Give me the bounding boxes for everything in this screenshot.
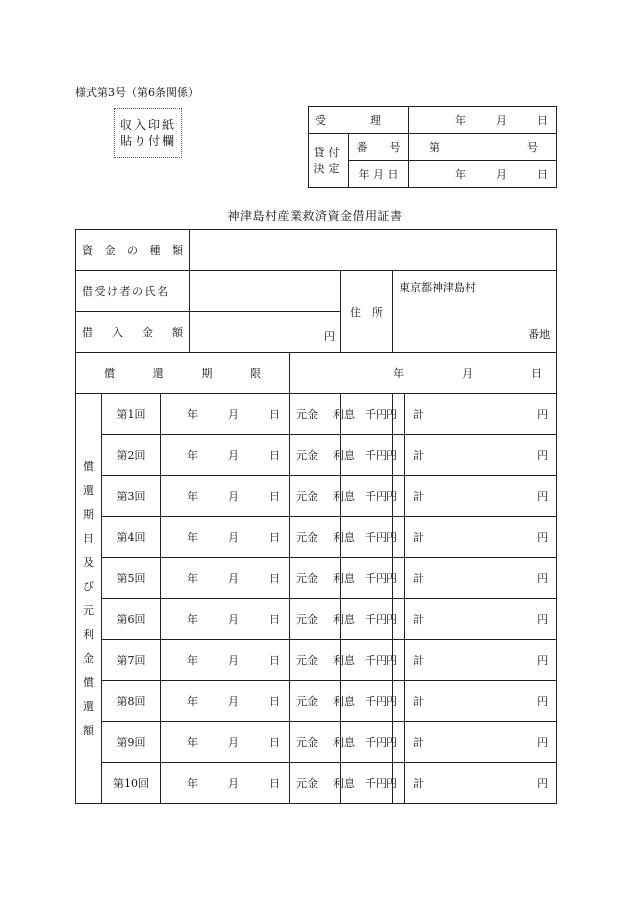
go-label: 号	[527, 141, 538, 154]
installment-label: 第10回	[102, 763, 161, 804]
installment-label: 第2回	[102, 435, 161, 476]
stamp-label-line1: 収入印紙	[119, 118, 176, 132]
total-label: 計	[413, 449, 425, 462]
deadline-char: 期	[201, 367, 213, 380]
deadline-char: 限	[250, 367, 262, 380]
month-label: 月	[228, 654, 240, 667]
schedule-row	[76, 558, 557, 599]
installment-date-field[interactable]	[161, 517, 290, 558]
schedule-row	[76, 435, 557, 476]
total-label: 計	[413, 531, 425, 544]
interest-cell[interactable]	[323, 681, 405, 721]
vertical-label-char: 償	[83, 675, 94, 689]
total-label: 計	[413, 654, 425, 667]
installment-date-field[interactable]	[161, 476, 290, 517]
installment-label: 第8回	[102, 681, 161, 722]
year-label: 年	[187, 613, 199, 626]
day-label: 日	[269, 777, 281, 790]
total-cell[interactable]	[405, 775, 556, 791]
installment-label: 第4回	[102, 517, 161, 558]
yen-label: 円	[537, 490, 549, 503]
yen-label: 円	[537, 777, 549, 790]
repayment-deadline-label-cell	[76, 353, 290, 394]
vertical-label-char: 還	[83, 483, 94, 497]
principal-label: 元金	[290, 476, 341, 517]
month-label: 月	[228, 572, 240, 585]
thousand-yen-label: 千円	[365, 613, 388, 626]
loan-decision-cell	[309, 134, 349, 188]
total-cell[interactable]	[405, 734, 556, 750]
installment-label: 第1回	[102, 394, 161, 435]
form-number-label: 様式第3号（第6条関係）	[75, 86, 199, 99]
thousand-yen-label: 千円	[365, 572, 388, 585]
installment-date-field[interactable]	[161, 640, 290, 681]
day-label: 日	[531, 367, 543, 380]
yen-label: 円	[537, 654, 549, 667]
year-label: 年	[187, 572, 199, 585]
fund-type-char: の	[127, 244, 138, 257]
month-label: 月	[228, 490, 240, 503]
interest-label: 利息	[333, 736, 356, 749]
year-label: 年	[187, 654, 199, 667]
principal-label: 元金	[290, 763, 341, 804]
loan-certificate-table	[75, 229, 557, 804]
loan-amount-field[interactable]	[190, 312, 341, 353]
interest-label: 利息	[333, 777, 356, 790]
interest-cell[interactable]	[323, 435, 405, 475]
yen-label: 円	[537, 449, 549, 462]
thousand-yen-label: 千円	[365, 777, 388, 790]
day-label: 日	[269, 695, 281, 708]
total-cell[interactable]	[405, 488, 556, 504]
yen-label: 円	[386, 408, 398, 421]
banchi-label: 番地	[528, 328, 551, 341]
day-label: 日	[537, 168, 548, 181]
interest-label: 利息	[333, 531, 356, 544]
received-label: 受 理	[315, 114, 381, 127]
vertical-label-char: 還	[83, 699, 94, 713]
day-label: 日	[269, 449, 281, 462]
installment-label: 第9回	[102, 722, 161, 763]
total-cell[interactable]	[405, 529, 556, 545]
vertical-label-char: 元	[83, 603, 94, 617]
yen-label: 円	[537, 736, 549, 749]
schedule-vertical-label-cell	[76, 394, 102, 804]
receipt-table	[308, 106, 557, 188]
year-label: 年	[393, 367, 405, 380]
installment-label: 第7回	[102, 640, 161, 681]
installment-label: 第5回	[102, 558, 161, 599]
principal-label: 元金	[290, 435, 341, 476]
total-cell[interactable]	[405, 406, 556, 422]
yen-label: 円	[386, 531, 398, 544]
fund-type-label-cell	[76, 230, 190, 271]
schedule-row	[76, 763, 557, 804]
yen-label: 円	[386, 490, 398, 503]
decision-date-cell[interactable]	[409, 161, 557, 188]
yen-label: 円	[386, 449, 398, 462]
yen-label: 円	[324, 330, 336, 343]
day-label: 日	[269, 531, 281, 544]
month-label: 月	[228, 613, 240, 626]
total-label: 計	[413, 736, 425, 749]
principal-label: 元金	[290, 599, 341, 640]
deadline-char: 償	[104, 367, 115, 380]
total-label: 計	[413, 613, 425, 626]
decision-number-label: 番 号	[356, 141, 401, 154]
interest-cell[interactable]	[323, 640, 405, 680]
installment-date-field[interactable]	[161, 435, 290, 476]
day-label: 日	[269, 736, 281, 749]
loan-decision-line2: 決定	[313, 161, 344, 175]
interest-label: 利息	[333, 408, 356, 421]
principal-label: 元金	[290, 681, 341, 722]
interest-label: 利息	[333, 449, 356, 462]
thousand-yen-label: 千円	[365, 654, 388, 667]
principal-label: 元金	[290, 558, 341, 599]
interest-label: 利息	[333, 613, 356, 626]
principal-label: 元金	[290, 640, 341, 681]
total-cell[interactable]	[405, 652, 556, 668]
thousand-yen-label: 千円	[365, 490, 388, 503]
thousand-yen-label: 千円	[365, 408, 388, 421]
year-label: 年	[455, 168, 466, 181]
fund-type-char: 金	[104, 244, 116, 257]
interest-cell[interactable]	[323, 722, 405, 762]
interest-label: 利息	[333, 654, 356, 667]
yen-label: 円	[386, 654, 398, 667]
vertical-label-char: 日	[83, 531, 94, 545]
principal-label: 元金	[290, 722, 341, 763]
schedule-row	[76, 394, 557, 435]
day-label: 日	[269, 572, 281, 585]
yen-label: 円	[386, 572, 398, 585]
vertical-label-char: 償	[83, 459, 94, 473]
received-date-cell[interactable]	[409, 107, 557, 134]
repayment-deadline-field[interactable]	[290, 353, 557, 394]
installment-label: 第3回	[102, 476, 161, 517]
total-label: 計	[413, 695, 425, 708]
interest-cell[interactable]	[323, 476, 405, 516]
total-cell[interactable]	[405, 693, 556, 709]
day-label: 日	[269, 654, 281, 667]
thousand-yen-label: 千円	[365, 695, 388, 708]
loan-amount-char: 入	[112, 326, 123, 339]
principal-label: 元金	[290, 517, 341, 558]
month-label: 月	[228, 449, 240, 462]
year-label: 年	[455, 114, 466, 127]
address-field[interactable]	[393, 271, 557, 353]
schedule-row	[76, 517, 557, 558]
total-label: 計	[413, 408, 425, 421]
decision-number-label-cell	[349, 134, 409, 161]
repayment-schedule	[76, 394, 557, 804]
borrower-name-label: 借受け者の氏名	[82, 285, 170, 298]
year-label: 年	[187, 531, 199, 544]
yen-label: 円	[537, 695, 549, 708]
total-label: 計	[413, 777, 425, 790]
vertical-label-char: 期	[83, 507, 94, 521]
installment-date-field[interactable]	[161, 394, 290, 435]
month-label: 月	[462, 367, 474, 380]
dai-label: 第	[429, 141, 440, 154]
yen-label: 円	[386, 695, 398, 708]
interest-cell[interactable]	[323, 394, 405, 434]
address-label: 住 所	[350, 305, 384, 319]
year-label: 年	[187, 449, 199, 462]
principal-label: 元金	[290, 394, 341, 435]
year-label: 年	[187, 695, 199, 708]
month-label: 月	[228, 408, 240, 421]
installment-date-field[interactable]	[161, 681, 290, 722]
yen-label: 円	[386, 777, 398, 790]
interest-cell[interactable]	[323, 599, 405, 639]
vertical-label-char: び	[83, 579, 94, 593]
day-label: 日	[269, 490, 281, 503]
decision-date-label-cell	[349, 161, 409, 188]
revenue-stamp-box	[114, 108, 182, 158]
decision-number-cell[interactable]	[409, 134, 557, 161]
address-prefix: 東京都神津島村	[399, 281, 477, 294]
yen-label: 円	[537, 531, 549, 544]
year-label: 年	[187, 408, 199, 421]
thousand-yen-label: 千円	[365, 449, 388, 462]
vertical-label-char: 及	[83, 555, 94, 569]
month-label: 月	[228, 777, 240, 790]
loan-decision-line1: 貸付	[313, 145, 344, 159]
installment-date-field[interactable]	[161, 722, 290, 763]
loan-amount-char: 額	[172, 326, 183, 339]
day-label: 日	[537, 114, 548, 127]
loan-amount-char: 金	[142, 326, 153, 339]
interest-cell[interactable]	[323, 763, 405, 803]
month-label: 月	[496, 168, 507, 181]
deadline-char: 還	[152, 367, 164, 380]
year-label: 年	[187, 490, 199, 503]
borrower-name-label-cell	[76, 271, 190, 312]
month-label: 月	[228, 695, 240, 708]
month-label: 月	[496, 114, 507, 127]
thousand-yen-label: 千円	[365, 531, 388, 544]
day-label: 日	[269, 613, 281, 626]
vertical-label-char: 利	[83, 627, 94, 641]
installment-date-field[interactable]	[161, 599, 290, 640]
thousand-yen-label: 千円	[365, 736, 388, 749]
total-label: 計	[413, 572, 425, 585]
installment-date-field[interactable]	[161, 558, 290, 599]
schedule-row	[76, 599, 557, 640]
yen-label: 円	[537, 572, 549, 585]
month-label: 月	[228, 531, 240, 544]
year-label: 年	[187, 736, 199, 749]
schedule-row	[76, 681, 557, 722]
interest-cell[interactable]	[323, 558, 405, 598]
fund-type-char: 類	[172, 244, 183, 257]
borrower-name-field[interactable]	[190, 271, 341, 312]
interest-label: 利息	[333, 572, 356, 585]
schedule-row	[76, 476, 557, 517]
vertical-label-char: 額	[83, 723, 94, 737]
year-label: 年	[187, 777, 199, 790]
loan-amount-char: 借	[82, 326, 93, 339]
yen-label: 円	[537, 613, 549, 626]
interest-label: 利息	[333, 490, 356, 503]
loan-amount-label-cell	[76, 312, 190, 353]
received-label-cell	[309, 107, 409, 134]
stamp-label-line2: 貼り付欄	[119, 134, 176, 148]
fund-type-field[interactable]	[190, 230, 557, 271]
schedule-row	[76, 722, 557, 763]
fund-type-char: 資	[82, 244, 93, 257]
schedule-row	[76, 640, 557, 681]
fund-type-char: 種	[149, 244, 161, 257]
decision-date-label: 年 月 日	[358, 168, 399, 181]
total-label: 計	[413, 490, 425, 503]
total-cell[interactable]	[405, 611, 556, 627]
total-cell[interactable]	[405, 570, 556, 586]
installment-date-field[interactable]	[161, 763, 290, 804]
day-label: 日	[269, 408, 281, 421]
interest-cell[interactable]	[323, 517, 405, 557]
yen-label: 円	[537, 408, 549, 421]
interest-label: 利息	[333, 695, 356, 708]
yen-label: 円	[386, 736, 398, 749]
total-cell[interactable]	[405, 447, 556, 463]
address-label-cell	[341, 271, 393, 353]
document-title: 神津島村産業救済資金借用証書	[227, 209, 403, 223]
installment-label: 第6回	[102, 599, 161, 640]
vertical-label-char: 金	[83, 651, 94, 665]
yen-label: 円	[386, 613, 398, 626]
month-label: 月	[228, 736, 240, 749]
